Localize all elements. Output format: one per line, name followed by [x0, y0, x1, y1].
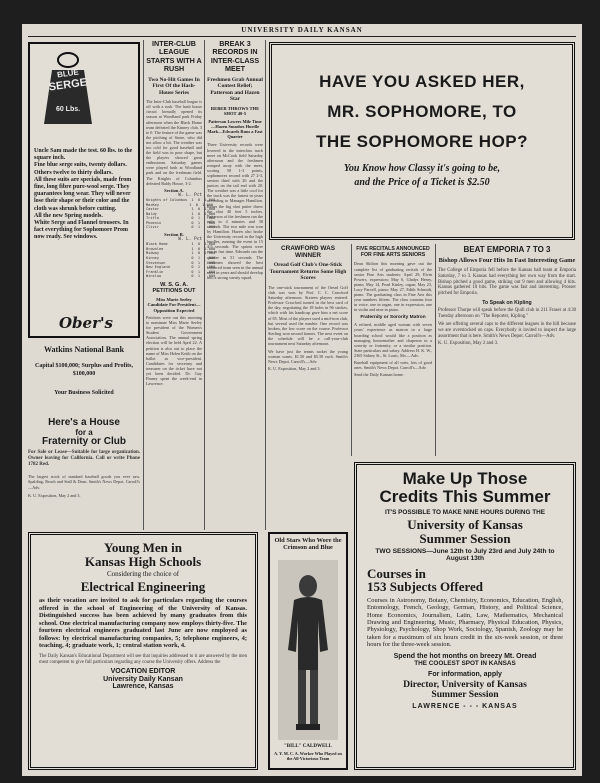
crawford-article — [268, 246, 348, 531]
fraternity-house-ad — [28, 414, 140, 524]
crawford-body: The one-stick tournament of the Oread Golf club was won by Prof. C. C. Crawford Saturday afternoon. Sixteen players entered. Professor Crawford turned in the best card of the day, negotiating the 18 holes in 96 strokes, which with his handicap gave him a net score of 85. Most of the players used a mid-iron club, but several used the mashie. One record was broken, the low score on the course. Professor Sterling won second honors. The next event on the schedule will be a call-your-club tournament next Saturday afternoon. — [268, 284, 348, 346]
eng-kansan: University Daily Kansan — [103, 675, 183, 683]
summer-line-2: Credits This Summer — [379, 486, 551, 506]
caldwell-caption-name: "BILL" CALDWELL — [284, 744, 332, 749]
summer-line-14: Summer Session — [431, 689, 499, 701]
exposition-note-left: K. U. Exposition, May 2 and 3. — [28, 492, 81, 498]
records-deck-2: Patterson Lowers Mile Time—Hazen Smashes Hurdle Mark—Edwards Runs a Fast Quarter — [207, 118, 263, 140]
summer-line-10: Spend the hot months on breezy Mt. Oread — [393, 652, 537, 660]
eng-body-2: The Daily Kansan's Educational Department will see that inquiries addressed to it are answered by the men most competent to give full particulars regarding any course the University offers. Address the — [39, 654, 247, 665]
petitions-deck: Miss Marie Seeley Candidate For President—Opposition Expected — [147, 296, 201, 313]
eng-vocation-editor: VOCATION EDITOR — [110, 668, 176, 676]
eng-heading-3: Considering the choice of — [106, 570, 180, 579]
column-rule-4 — [351, 244, 352, 456]
serge-weight-label: 60 Lbs. — [55, 106, 81, 113]
summer-line-8: 153 Subjects Offered — [367, 579, 484, 595]
recitals-article — [354, 246, 432, 458]
emporia-deck: Bishop Allows Four Hits In Fast Interesting Game — [438, 257, 576, 265]
watkins-bank-ad — [28, 342, 140, 412]
sophomore-line-4: You Know how Classy it's going to be, — [343, 162, 501, 174]
masthead: UNIVERSITY DAILY KANSAN — [241, 26, 363, 34]
summer-line-9: Courses in Astronomy, Botany, Chemistry, Economics, Education, English, Entomology, French, Geology, German, History, and Political Science, Home Economics, Journalism, Latin, Law, Mathematics, Mechanical Drawing and Engineering, Music, Pharmacy, Physical Education, Physics, Physiology, Psychology, Shop Work, Sociology, Spanish, Zoology may be taken for a maximum of six hours credit in the six-week session, or three hours for the three-week session. — [367, 596, 563, 649]
recitals-headline: FIVE RECITALS ANNOUNCED FOR FINE ARTS SENIORS — [356, 246, 430, 259]
send-kansan-note: Send the Daily Kansan home. — [354, 372, 404, 378]
athlete-portrait-icon — [278, 560, 338, 740]
emporia-headline: BEAT EMPORIA 7 TO 3 — [463, 245, 551, 254]
section-a-standings: Knights of Columbus 1 0 1.000 MacKey 1 0 1.000 Castor 1 0 1.000 Baldy 1 0 1.000 Triflo 0 1 .000 Phoenix 0 1 .000 Clivir 0 1 .000 — [146, 197, 216, 230]
bank-tagline: Your Business Solicited — [54, 390, 114, 396]
sophomore-line-3: THE SOPHOMORE HOP? — [315, 131, 529, 151]
engineering-ad — [28, 532, 258, 770]
bank-name: Watkins National Bank — [43, 345, 125, 354]
eng-heading-2: Kansas High Schools — [84, 553, 202, 569]
blue-serge-ad — [28, 42, 140, 338]
old-stars-headline: Old Stars Who Wore the Crimson and Blue — [274, 537, 342, 551]
old-stars-feature — [268, 532, 348, 770]
house-heading-for: for a — [75, 427, 93, 437]
section-b-label: Section B. — [164, 232, 184, 238]
records-body: Three University records were lowered in the interclass track meet on McCook field Saturday afternoon and the freshmen romped away with the meet, scoring 58 1-3 points, sophomores second with 27 2-3, seniors third with 26 and the juniors on the tail end with 20. The weather was a little cool for the track was the fastest in years according to Manager Hamilton. Reber the big shot putter threw the shot 40 feet 5 inches. Patterson of the freshmen ran the mile in 4 minutes and 38 seconds. The two mile was won by Hamilton. Hazen also broke the University record in the high hurdles, running the event in 15 4-5 seconds. The sprints were run in fast time. Edwards ran the quarter in 51 seconds. The freshmen showed the best balanced team seen in the annual meet in years and should develop into a strong varsity squad. — [207, 142, 263, 280]
tennis-racket-note: We have just the tennis racket the young woman wants. $1.50 and $5.50 each. Smith's News Depot. Carroll's—Adv. — [268, 349, 348, 365]
column-rule-5 — [435, 244, 436, 456]
summer-line-4: University of Kansas — [407, 517, 523, 533]
serge-word-blue: BLUE — [56, 67, 80, 80]
emporia-body: The College of Emporia fell before the Kansas ball team at Emporia Saturday, 7 to 3. Kansas had everything her own way from the start. Bishop pitched a good game, striking out 9 men and allowing 4 hits. Kansas gathered 10 hits. The game was fast and interesting. Prosser pitched for Emporia. — [438, 267, 576, 297]
summer-line-7: Courses in — [367, 565, 426, 581]
crawford-headline: CRAWFORD WAS WINNER — [281, 245, 335, 259]
section-b-header: W. L. Pct — [178, 237, 202, 243]
serge-word-serge: SERGE — [47, 76, 88, 94]
summer-line-6: TWO SESSIONS—June 12th to July 23rd and July 24th to August 13th — [375, 547, 555, 562]
summer-line-11: THE COOLEST SPOT IN KANSAS — [414, 660, 516, 667]
column-rule-2 — [204, 40, 205, 530]
interclub-article — [146, 39, 216, 530]
house-heading-fraternity: Fraternity or Club — [42, 435, 126, 447]
summer-line-12: For information, apply — [428, 670, 502, 678]
baseball-equipment-note: Baseball equipment of all sorts, lots of good ones. Smith's News Depot. Carroll's—Adv. — [354, 360, 432, 371]
interclub-headline: INTER-CLUB LEAGUE STARTS WITH A RUSH — [146, 39, 202, 74]
section-a-header: W. L. Pct — [178, 192, 202, 198]
exposition-note-right: K. U. Exposition, May 2 and 3. — [438, 341, 499, 347]
section-a-label: Section A. — [164, 187, 184, 193]
eng-body: as their vocation are invited to ask for particulars regarding the courses offered in the school of Engineering of the University of Kansas. Distinguished success has been achieved by many graduates from this school. One electrical manufacturing company now employs thirty-five. The fourteen electrical engineers graduated last June are now employed as follows: by electrical manufacturing companies, 5; telephone engineers, 4; teaching, 4; graduate work, 1; central station work, 4. — [39, 596, 247, 650]
sophomore-line-2: MR. SOPHOMORE, TO — [327, 101, 517, 121]
summer-line-1: Make Up Those — [402, 469, 528, 488]
sophomore-line-1: HAVE YOU ASKED HER, — [319, 72, 525, 91]
sophomore-hop-ad — [269, 42, 575, 240]
obers-logo: Ober's — [58, 314, 114, 332]
sophomore-line-5: and the Price of a Ticket is $2.50 — [354, 176, 490, 188]
summer-session-ad — [354, 462, 576, 770]
records-headline: BREAK 3 RECORDS IN INTER-CLASS MEET — [210, 39, 260, 74]
bank-capital: Capital $100,000; Surplus and Profits, $100,000 — [35, 363, 133, 377]
kipling-body: Professor Thorpe will speak before the Quill club in 211 Fraser at 4:30 Tuesday afternoon on "The Reporter, Kipling." — [438, 308, 576, 320]
house-body: For Sale or Lease—Suitable for large organization. Owner leaving for California. Call or write Phone 1782 Red. — [28, 450, 140, 468]
caldwell-caption-body: A. Y. M. C. A. Worker Who Played on the All-Victorious Team — [274, 751, 342, 761]
recitals-body: Dean Skilton this morning gave out the complete list of graduating recitals of the senior Fine Arts students: April 29, Elvin Powers, expression; May 6, Gladys Henry, piano; May 14, Pearl Kinley, organ; May 23, Lucy Parcell, piano; May 27, Edith Schmidt, piano. The graduating class in Fine Arts this year numbers fifteen. The class contains four in voice, one in organ, one in expression, one in violin and nine in piano. — [354, 261, 432, 313]
matron-headline: Fraternity or Sorority Matron — [360, 315, 426, 321]
caldwell-photo — [278, 560, 338, 740]
crawford-deck: Oread Golf Club's One-Stick Tournament Returns Some High Scores — [269, 262, 347, 282]
petitions-headline: W. S. G. A. PETITIONS OUT — [152, 282, 196, 294]
newspaper-page — [22, 24, 582, 776]
masthead-rule — [28, 36, 576, 37]
summer-line-13: Director, University of Kansas — [403, 679, 527, 691]
baseball-stock-note: The largest stock of standard baseball goods you ever saw. Spalding, Reach and Stall & Dean. Smith's News Depot. Carroll's—Adv. — [28, 474, 140, 490]
eng-lawrence: Lawrence, Kansas — [112, 682, 174, 690]
caps-offer-note: We are offering several caps to the different leagues in the hill because we are overstocked on caps. Everybody is invited to inspect the large assortment that is here. Smith's News Depot. Carroll's—Adv. — [438, 322, 576, 339]
serge-ad-body: Uncle Sam made the test. 60 lbs. to the square inch. Fine blue serge suits, twenty dollars. Others twelve to thirty dollars. All these suits are specials, made from fine, long fibre pure-wool serge. They guarantees long wear. They will never lose their shape or their color and the cloth was shrunk before cutting. All the new Spring models. White Serge and Flannel trousers. In fact everything for Sophomore Prom now ready. See windows. — [34, 148, 133, 241]
house-heading: Here's a House — [48, 417, 120, 428]
petitions-body: Petitions were out this morning to nominate Miss Marie Seeley for president of the Women's Student Government Association. The annual spring election will be held April 22. A petition is also out to place the name of Miss Helen Keith on the ballot as vice-president. Candidates for secretary and treasurer on the ticket have not yet been decided. Dr. Guy Finney spent the week-end in Lawrence. — [146, 314, 202, 387]
eng-heading-4: Electrical Engineering — [80, 579, 206, 595]
matron-body: A refined, middle aged woman with seven years' experience as matron in a large boarding school would like a position as managing housemother and chaperon in a sorority or fraternity, or a similar position. State particulars and salary. Address H. K. W., 2365 Sidney St., St. Louis, Mo.—Adv. — [354, 322, 432, 358]
records-deck: Freshmen Grab Annual Contest Relief; Patterson and Hazen Star — [207, 76, 263, 103]
summer-line-5: Summer Session — [419, 531, 511, 547]
summer-line-3: IT'S POSSIBLE TO MAKE NINE HOURS DURING THE — [384, 508, 546, 516]
serge-weight-illustration — [38, 50, 98, 126]
eng-heading-1: Young Men in — [103, 540, 183, 555]
records-article — [207, 40, 263, 530]
interclub-deck: Two No-Hit Games In First Of the Hash-House Series — [148, 76, 200, 96]
kipling-headline: To Speak on Kipling — [482, 299, 532, 306]
emporia-article — [438, 246, 576, 458]
interclub-body: The Inter-Club baseball league is off with a rush. The hash house circuit formally opened its season at Woodland park Friday afternoon when the Black Home team defeated the Kinney club, 3 to 0. The feature of the game was the pitching of Stone, who did not allow a hit. The weather was too cold for good baseball and the field was in poor shape, but the players showed great enthusiasm. Saturday games were played both at Woodland park and on the freshman field. The Knights of Columbus defeated Baldy House, 3-2. — [146, 99, 202, 186]
column-rule-3 — [265, 40, 266, 530]
records-subhead: REBER THROWS THE SHOT 40-5 — [210, 105, 260, 116]
column-rule-1 — [143, 40, 144, 530]
summer-line-15: LAWRENCE - - - KANSAS — [412, 703, 518, 711]
section-b-standings: Black Home 1 0 1.000 Brownlee 1 0 1.000 Midway 1 0 1.000 Kinney 0 1 .000 Stevenson 0 1 .000 New England 0 1 .000 Franklin 0 1 .000 Winslow 0 1 .000 — [146, 242, 216, 279]
exposition-note-mid: K. U. Exposition, May 2 and 3. — [268, 366, 321, 372]
